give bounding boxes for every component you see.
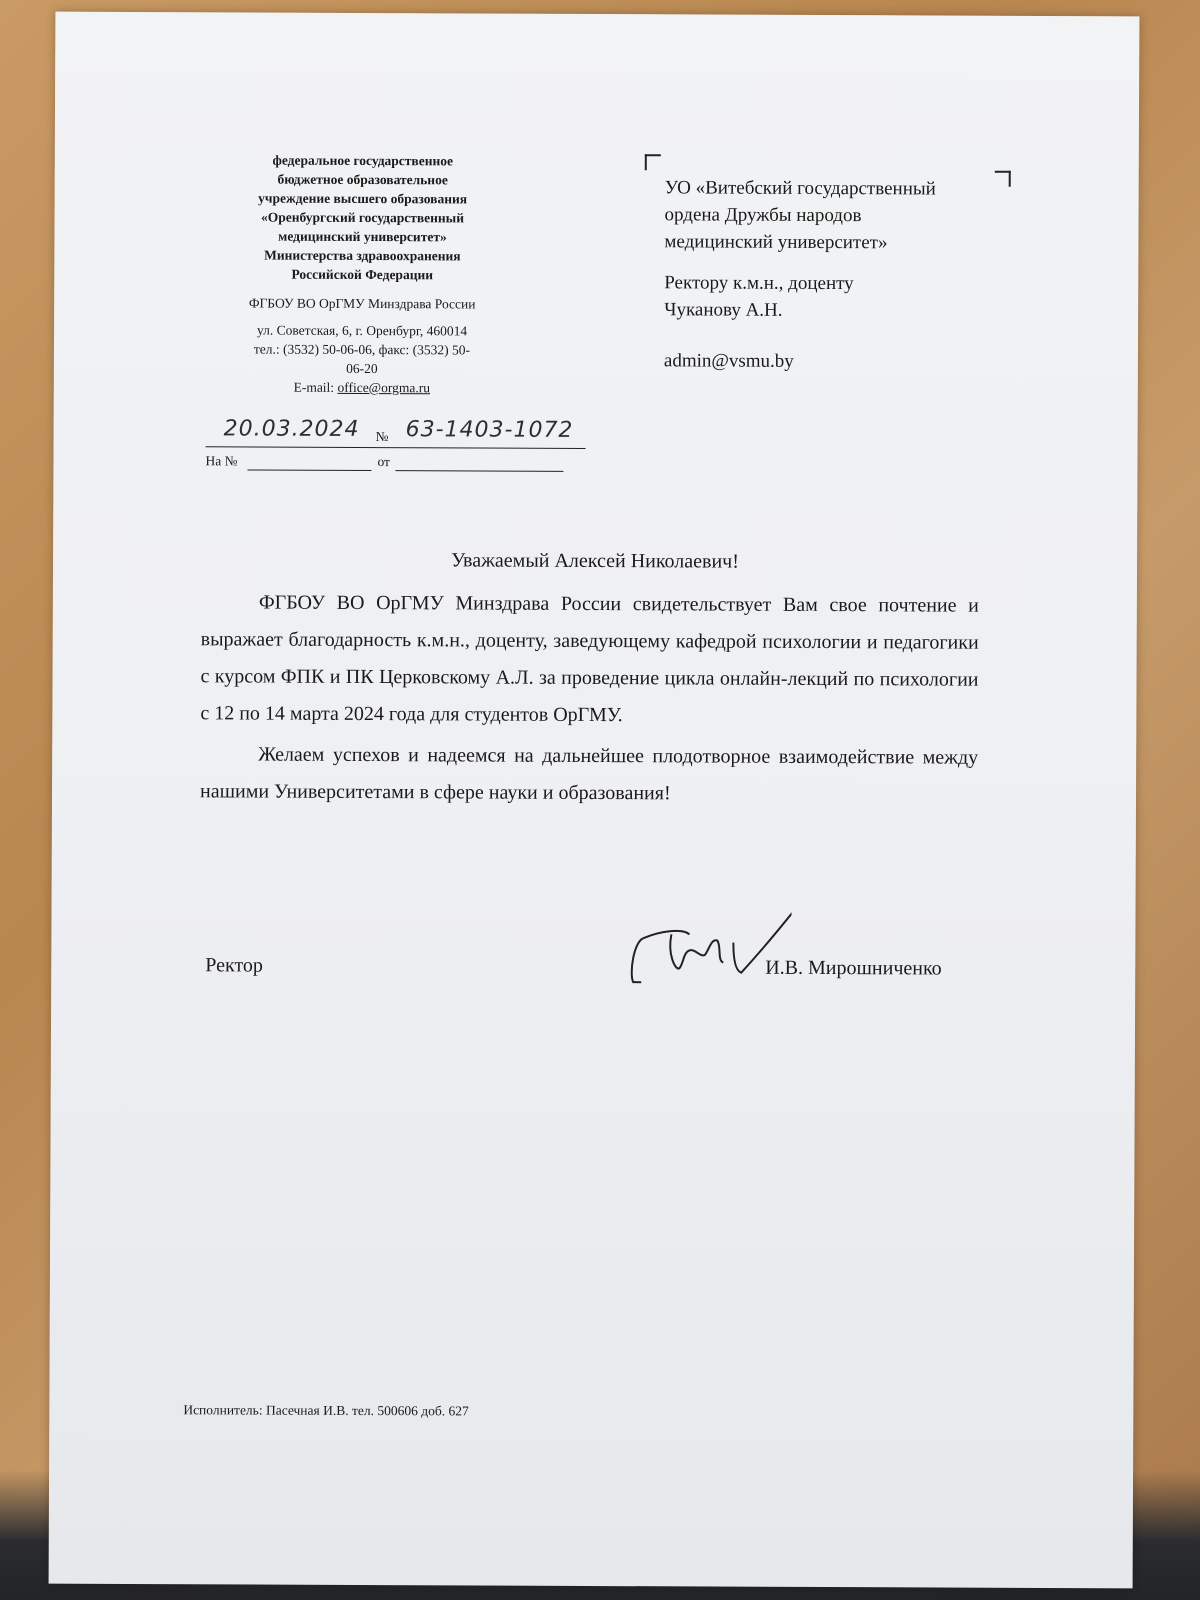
- sender-address: ул. Советская, 6, г. Оренбург, 460014: [256, 322, 468, 339]
- addressee-rector-line: Чуканову А.Н.: [664, 299, 783, 321]
- reply-to-number-blank: [247, 469, 371, 471]
- from-label: от: [377, 454, 390, 470]
- signatory-name: И.В. Мирошниченко: [765, 956, 942, 980]
- sender-short-name: ФГБОУ ВО ОрГМУ Минздрава России: [248, 295, 476, 312]
- letter-sheet: [49, 12, 1140, 1589]
- number-sign: №: [375, 429, 389, 445]
- body-paragraph: Желаем успехов и надеемся на дальнейшее плодотворное взаимодействие между нашими Университетами в сфере науки и образования!: [199, 743, 979, 805]
- sender-org-line: бюджетное образовательное: [277, 171, 448, 188]
- addressee-email: admin@vsmu.by: [663, 350, 794, 372]
- reply-to-line: [205, 449, 585, 473]
- sender-email-label: E-mail:: [293, 379, 338, 395]
- sender-block: [202, 150, 523, 397]
- salutation: Уважаемый Алексей Николаевич!: [451, 549, 739, 573]
- sender-org-line: учреждение высшего образования: [258, 190, 468, 207]
- letter-body: [200, 584, 979, 813]
- sender-org-line: федеральное государственное: [272, 152, 454, 169]
- addressee-rector: [664, 269, 1034, 325]
- signatory-title: Ректор: [205, 954, 263, 977]
- sender-org-line: Российской Федерации: [291, 266, 434, 283]
- sender-phone-line: тел.: (3532) 50-06-06, факс: (3532) 50-: [253, 341, 471, 358]
- addressee-org-line: медицинский университет»: [664, 231, 888, 254]
- sender-org-line: Министерства здравоохранения: [264, 247, 461, 264]
- from-date-blank: [395, 470, 563, 472]
- registration-block: [205, 416, 585, 473]
- addressee-org-line: УО «Витебский государственный: [664, 177, 936, 200]
- addressee-org-line: ордена Дружбы народов: [664, 204, 862, 227]
- body-paragraph: ФГБОУ ВО ОрГМУ Минздрава России свидетельствует Вам свое почтение и выражает благодарность к.м.н., доценту, заведующему кафедрой психологии и педагогики с курсом ФПК и ПК Церковскому А.Л. за проведение цикла онлайн-лекций по психологии с 12 по 14 марта 2024 года для студентов ОрГМУ.: [200, 591, 979, 727]
- sender-org-name: [202, 150, 523, 284]
- sender-email-line: [202, 377, 522, 397]
- executor-line: Исполнитель: Пасечная И.В. тел. 500606 доб. 627: [183, 1402, 469, 1419]
- reply-to-label: На №: [205, 453, 238, 469]
- registration-line: [206, 416, 586, 449]
- handwritten-number: 63-1403-1072: [405, 417, 574, 443]
- corner-bracket-top-left: [645, 154, 661, 170]
- handwritten-signature: [571, 854, 792, 995]
- addressee-block: [664, 174, 1035, 376]
- sender-org-line: «Оренбургский государственный: [261, 209, 465, 226]
- addressee-rector-line: Ректору к.м.н., доценту: [664, 272, 854, 295]
- sender-org-line: медицинский университет»: [278, 228, 447, 245]
- sender-phone-line: 06-20: [346, 360, 378, 377]
- handwritten-date: 20.03.2024: [223, 416, 360, 442]
- sender-email-link[interactable]: office@orgma.ru: [337, 379, 431, 396]
